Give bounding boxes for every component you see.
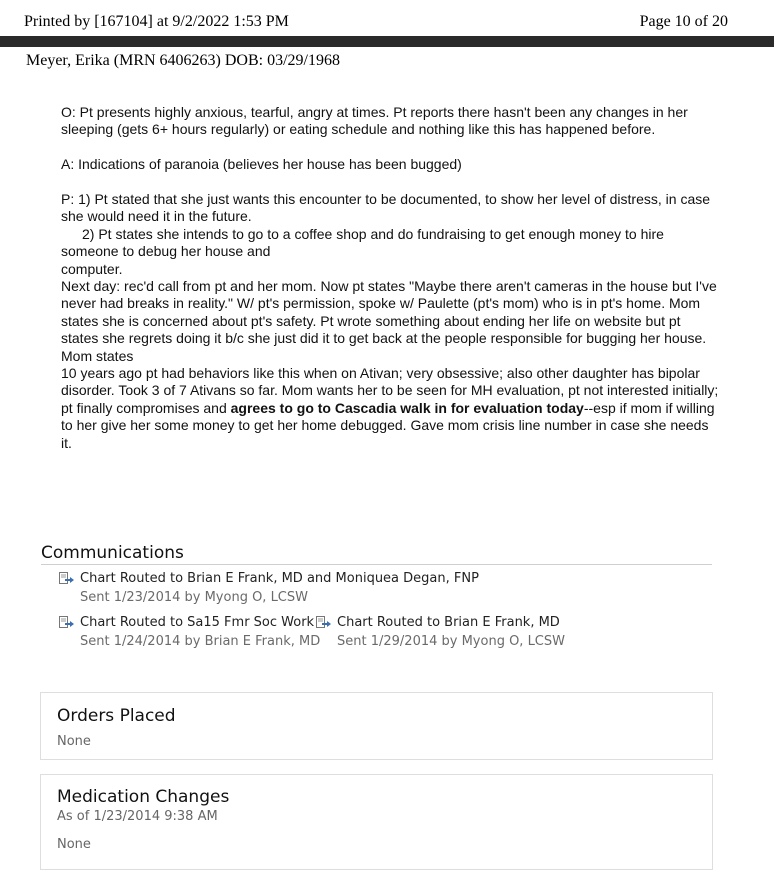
chart-routed-icon <box>59 616 75 630</box>
chart-routed-icon <box>316 616 332 630</box>
communication-item[interactable] <box>316 615 565 649</box>
note-history-end: --esp if mom if willing to her give her some money to get her home debugged. Gave mom crisis line number in case she needs it. <box>61 399 715 451</box>
patient-info: Meyer, Erika (MRN 6406263) DOB: 03/29/1968 <box>26 52 340 69</box>
clinical-note <box>61 104 721 452</box>
orders-placed-panel <box>40 692 713 760</box>
page-number: Page 10 of 20 <box>639 13 728 30</box>
chart-routed-icon <box>59 572 75 586</box>
medication-as-of: As of 1/23/2014 9:38 AM <box>57 809 218 824</box>
communications-title: Communications <box>41 543 184 563</box>
note-assessment: A: Indications of paranoia (believes her house has been bugged) <box>61 156 462 173</box>
printed-by-text: Printed by [167104] at 9/2/2022 1:53 PM <box>24 13 289 30</box>
note-plan-2-end: computer. <box>61 260 123 277</box>
note-plan-2: 2) Pt states she intends to go to a coffee shop and do fundraising to get enough money to hire <box>82 225 664 242</box>
communication-sent: Sent 1/24/2014 by Brian E Frank, MD <box>80 634 321 649</box>
communication-sent: Sent 1/29/2014 by Myong O, LCSW <box>337 634 565 649</box>
orders-title: Orders Placed <box>57 706 176 726</box>
communication-sent: Sent 1/23/2014 by Myong O, LCSW <box>80 590 308 605</box>
communication-title: Chart Routed to Brian E Frank, MD and Moniquea Degan, FNP <box>80 571 479 586</box>
medication-title: Medication Changes <box>57 787 230 807</box>
orders-value: None <box>57 734 91 749</box>
note-next-day: Next day: rec'd call from pt and her mom. Now pt states "Maybe there aren't cameras in the house but I've never had breaks in reality." W/ pt's permission, spoke w/ Paulette (pt's mom) who is in pt's home. Mom states she is concerned about pt's safety. Pt wrote something about ending her life on website but pt states she regrets doing it b/c she just did it to get back at the people responsible for bugging her house. Mom states <box>61 278 717 364</box>
note-objective: O: Pt presents highly anxious, tearful, angry at times. Pt reports there hasn't been any changes in her sleeping (gets 6+ hours regularly) or eating schedule and nothing like this has happened before. <box>61 104 688 138</box>
note-plan-2-cont: someone to debug her house and <box>61 243 271 260</box>
medication-value: None <box>57 837 91 852</box>
communication-title: Chart Routed to Sa15 Fmr Soc Work <box>80 615 315 630</box>
communications-divider <box>41 564 712 565</box>
medication-changes-panel <box>40 774 713 870</box>
communication-title: Chart Routed to Brian E Frank, MD <box>337 615 560 630</box>
communication-item[interactable] <box>59 615 320 649</box>
note-history <box>61 365 721 452</box>
note-history-text: 10 years ago pt had behaviors like this when on Ativan; very obsessive; also other daughter has bipolar disorder. Took 3 of 7 Ativans so far. Mom wants her to be seen for MH evaluation, pt not interested initially; pt finally compromises and <box>61 365 719 416</box>
communication-item[interactable] <box>59 571 479 605</box>
header-bar <box>0 36 774 47</box>
note-plan-1: P: 1) Pt stated that she just wants this encounter to be documented, to show her level of distress, in case she would need it in the future. <box>61 191 711 225</box>
note-history-bold: agrees to go to Cascadia walk in for evaluation today <box>230 399 584 416</box>
